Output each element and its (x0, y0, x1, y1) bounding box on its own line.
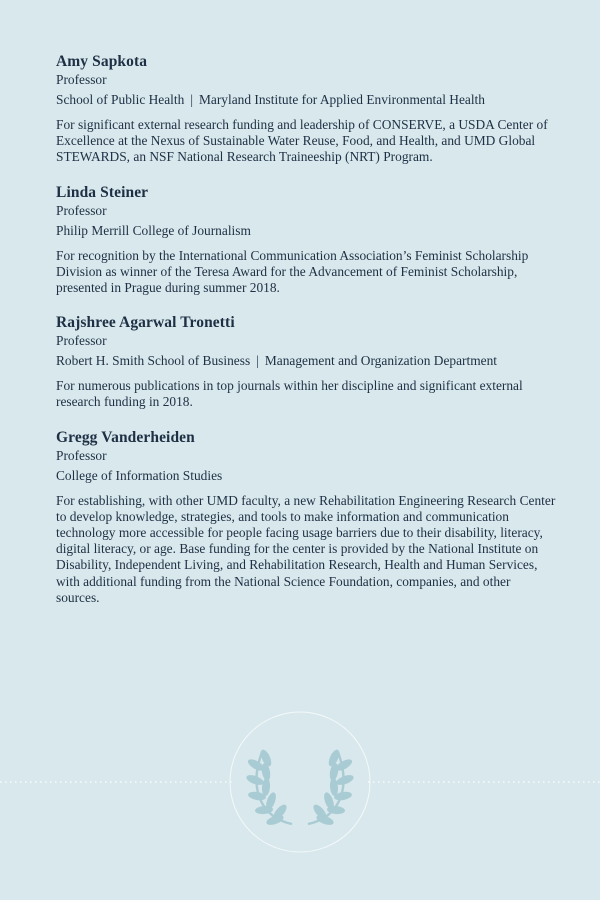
institute-name: Maryland Institute for Applied Environmental Health (199, 92, 485, 107)
recipient-title: Professor (56, 72, 107, 87)
recipient-name: Gregg Vanderheiden (56, 428, 195, 446)
awards-list (56, 52, 556, 623)
award-entry (56, 183, 556, 297)
award-entry (56, 428, 556, 606)
award-description: For significant external research funding and leadership of CONSERVE, a USDA Center of Excellence at the Nexus of Sustainable Water Reuse, Food, and Health, and UMD Global STEWARDS, an NSF National Research Traineeship (NRT) Program. (56, 117, 548, 165)
school-name: School of Public Health (56, 92, 185, 107)
school-name: College of Information Studies (56, 467, 223, 483)
separator: | (190, 92, 193, 107)
school-name: Philip Merrill College of Journalism (56, 222, 251, 238)
recipient-department (56, 91, 556, 108)
award-entry (56, 313, 556, 410)
laurel-wreath-icon (245, 748, 355, 827)
award-description: For numerous publications in top journals within her discipline and significant external research funding in 2018. (56, 378, 523, 410)
department-name: Management and Organization Department (264, 353, 498, 369)
recipient-department (56, 352, 556, 369)
recipient-title: Professor (56, 202, 107, 218)
recipient-title: Professor (56, 333, 107, 349)
award-entry (56, 52, 556, 166)
recipient-department (56, 467, 556, 484)
recipient-name: Linda Steiner (56, 183, 149, 201)
laurel-ornament (0, 708, 600, 858)
award-description: For establishing, with other UMD faculty, a new Rehabilitation Engineering Research Center to develop knowledge, strategies, and tools to make information and communication technology more accessible for people facing usage barriers due to their disability, literacy, digital literacy, or age. Base funding for the center is provided by the National Institute on Disability, Independent Living, and Rehabilitation Research, Health and Human Services, with additional funding from the National Science Foundation, companies, and other sources. (56, 492, 556, 605)
recipient-name: Amy Sapkota (56, 53, 148, 70)
separator: | (256, 353, 259, 369)
school-name: Robert H. Smith School of Business (56, 353, 251, 369)
recipient-title: Professor (56, 447, 107, 463)
recipient-department (56, 222, 556, 239)
recipient-name: Rajshree Agarwal Tronetti (56, 314, 235, 332)
award-description: For recognition by the International Communication Association’s Feminist Scholarship Division as winner of the Teresa Award for the Advancement of Feminist Scholarship, presented in Prague during summer 2018. (56, 247, 529, 296)
